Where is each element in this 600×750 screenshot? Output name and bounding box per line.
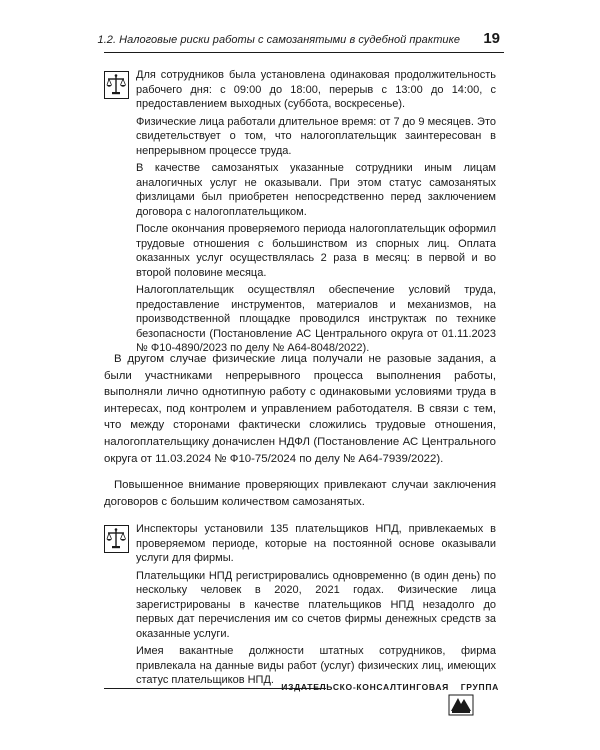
main-paragraph-2 (104, 477, 496, 510)
publisher-logo-icon (448, 694, 474, 716)
case1-paragraph: Для сотрудников была установлена одинаковая продолжительность рабочего дня: с 09:00 до 18:00, перерыв с 13:00 до 14:00, с предоставлением выходных (суббота, воскресенье). (136, 69, 496, 110)
case-example-1 (136, 68, 496, 359)
page-number: 19 (483, 30, 500, 47)
body-paragraph: В другом случае физические лица получали не разовые задания, а были участниками непрерывного процесса выполнения работы, выполняли лично однотипную работу с одинаковыми условиями труда в интересах, под контролем и управлением работодателя. В связи с тем, что между сторонами фактически сложились трудовые отношения, налогоплательщику доначислен НДФЛ (Постановление АС Центрального округа от 11.03.2024 № Ф10-75/2024 по делу № А64-7939/2022). (104, 353, 496, 465)
section-title: 1.2. Налоговые риски работы с самозанятыми в судебной практике (97, 34, 460, 46)
main-paragraph-1 (104, 351, 496, 467)
case1-paragraph: После окончания проверяемого периода налогоплательщик оформил трудовые отношения с большинством из спорных лиц. Оплата оказанных услуг осуществлялась 2 раза в месяц: в первой и во второй половине месяца. (136, 223, 496, 279)
case1-paragraph: Налогоплательщик осуществлял обеспечение условий труда, предоставление инструментов, материалов и механизмов, на производственной площадке проводился инструктаж по технике безопасности (Постановление АС Центрального округа от 01.11.2023 № Ф10-4890/2023 по делу № А64-8048/2022). (136, 284, 496, 354)
case2-paragraph: Имея вакантные должности штатных сотрудников, фирма привлекала на данные виды работ (услуг) физических лиц, имеющих статус плательщиков НПД. (136, 645, 496, 686)
scales-of-justice-icon (104, 525, 129, 553)
case1-paragraph: В качестве самозанятых указанные сотрудники иным лицам аналогичных услуг не оказывали. При этом статус самозанятых физлицами был приобретен непосредственно перед заключением договора с налогоплательщиком. (136, 162, 496, 218)
publisher-group: ГРУППА (460, 682, 499, 692)
case2-paragraph: Плательщики НПД регистрировались одновременно (в один день) по нескольку человек в 2020, 2021 годах. Физические лица зарегистрированы в качестве плательщиков НПД незадолго до первых дат перечисления им со счетов фирмы денежных средств за оказанные услуги. (136, 569, 496, 640)
case1-paragraph: Физические лица работали длительное время: от 7 до 9 месяцев. Это свидетельствует о том, что налогоплательщик заинтересован в непрерывном процессе труда. (136, 115, 496, 157)
scales-of-justice-icon (104, 71, 129, 99)
case-example-2 (136, 522, 496, 691)
page-footer (104, 682, 499, 696)
page-header (97, 30, 504, 53)
publisher-name: ИЗДАТЕЛЬСКО-КОНСАЛТИНГОВАЯ (281, 682, 449, 692)
case2-paragraph: Инспекторы установили 135 плательщиков НПД, привлекаемых в проверяемом периоде, которые на постоянной основе оказывали услуги для фирмы. (136, 523, 496, 564)
body-paragraph: Повышенное внимание проверяющих привлекают случаи заключения договоров с большим количеством самозанятых. (104, 479, 496, 508)
